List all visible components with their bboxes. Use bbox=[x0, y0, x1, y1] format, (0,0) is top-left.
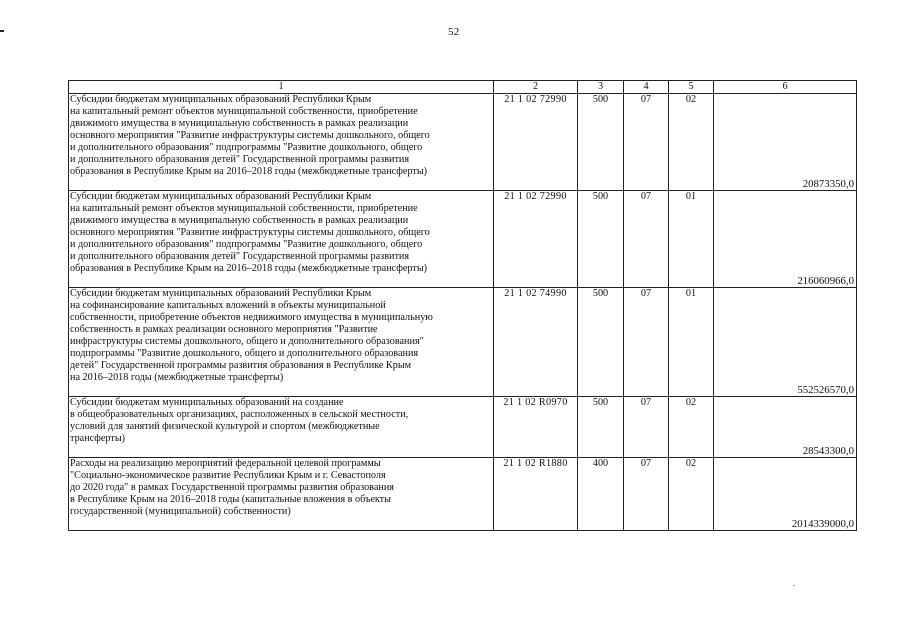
row-target-code: 21 1 02 R1880 bbox=[494, 458, 578, 531]
row-description: Субсидии бюджетам муниципальных образований Республики Крым на капитальный ремонт объектов муниципальной собственности, приобретение движимого имущества в муниципальную собственность в рамках реализации основного мероприятия "Развитие инфраструктуры системы дошкольного, общего и дополнительного образования" подпрограммы "Развитие дошкольного, общего и дополнительного образования детей" Государственной программы развития образования в Республике Крым на 2016–2018 годы (межбюджетные трансферты) bbox=[69, 191, 494, 288]
row-expense-type: 500 bbox=[578, 191, 624, 288]
row-amount: 28543300,0 bbox=[714, 397, 857, 458]
row-expense-type: 500 bbox=[578, 288, 624, 397]
row-expense-type: 500 bbox=[578, 397, 624, 458]
column-header-2: 2 bbox=[494, 81, 578, 94]
column-header-1: 1 bbox=[69, 81, 494, 94]
row-section: 07 bbox=[624, 94, 669, 191]
scan-mark bbox=[0, 30, 4, 32]
row-expense-type: 500 bbox=[578, 94, 624, 191]
page-number: 52 bbox=[448, 26, 460, 38]
row-description: Расходы на реализацию мероприятий федеральной целевой программы "Социально-экономическое развитие Республики Крым и г. Севастополя до 2020 года" в рамках Государственной программы развития образования в Республике Крым на 2016–2018 годы (капитальные вложения в объекты государственной (муниципальной) собственности) bbox=[69, 458, 494, 531]
table-row bbox=[69, 397, 857, 458]
column-header-5: 5 bbox=[669, 81, 714, 94]
row-subsection: 01 bbox=[669, 191, 714, 288]
scan-mark bbox=[793, 585, 795, 586]
row-subsection: 01 bbox=[669, 288, 714, 397]
row-section: 07 bbox=[624, 288, 669, 397]
row-section: 07 bbox=[624, 458, 669, 531]
row-subsection: 02 bbox=[669, 458, 714, 531]
table-row bbox=[69, 191, 857, 288]
row-amount: 20873350,0 bbox=[714, 94, 857, 191]
table-row bbox=[69, 288, 857, 397]
row-amount: 552526570,0 bbox=[714, 288, 857, 397]
row-amount: 2014339000,0 bbox=[714, 458, 857, 531]
row-description: Субсидии бюджетам муниципальных образований Республики Крым на софинансирование капитальных вложений в объекты муниципальной собственности, приобретение объектов недвижимого имущества в муниципальную собственность в рамках реализации основного мероприятия "Развитие инфраструктуры системы дошкольного, общего и дополнительного образования" подпрограммы "Развитие дошкольного, общего и дополнительного образования детей" Государственной программы развития образования в Республике Крым на 2016–2018 годы (межбюджетные трансферты) bbox=[69, 288, 494, 397]
row-subsection: 02 bbox=[669, 94, 714, 191]
budget-table bbox=[68, 80, 857, 531]
row-target-code: 21 1 02 74990 bbox=[494, 288, 578, 397]
row-expense-type: 400 bbox=[578, 458, 624, 531]
column-header-4: 4 bbox=[624, 81, 669, 94]
row-amount: 216060966,0 bbox=[714, 191, 857, 288]
row-section: 07 bbox=[624, 397, 669, 458]
column-header-6: 6 bbox=[714, 81, 857, 94]
table-row bbox=[69, 94, 857, 191]
row-subsection: 02 bbox=[669, 397, 714, 458]
row-section: 07 bbox=[624, 191, 669, 288]
column-header-3: 3 bbox=[578, 81, 624, 94]
row-description: Субсидии бюджетам муниципальных образований Республики Крым на капитальный ремонт объектов муниципальной собственности, приобретение движимого имущества в муниципальную собственность в рамках реализации основного мероприятия "Развитие инфраструктуры системы дошкольного, общего и дополнительного образования" подпрограммы "Развитие дошкольного, общего и дополнительного образования детей" Государственной программы развития образования в Республике Крым на 2016–2018 годы (межбюджетные трансферты) bbox=[69, 94, 494, 191]
row-target-code: 21 1 02 72990 bbox=[494, 191, 578, 288]
table-row bbox=[69, 458, 857, 531]
header-row bbox=[69, 81, 857, 94]
row-target-code: 21 1 02 R0970 bbox=[494, 397, 578, 458]
row-target-code: 21 1 02 72990 bbox=[494, 94, 578, 191]
row-description: Субсидии бюджетам муниципальных образований на создание в общеобразовательных организациях, расположенных в сельской местности, условий для занятий физической культурой и спортом (межбюджетные трансферты) bbox=[69, 397, 494, 458]
